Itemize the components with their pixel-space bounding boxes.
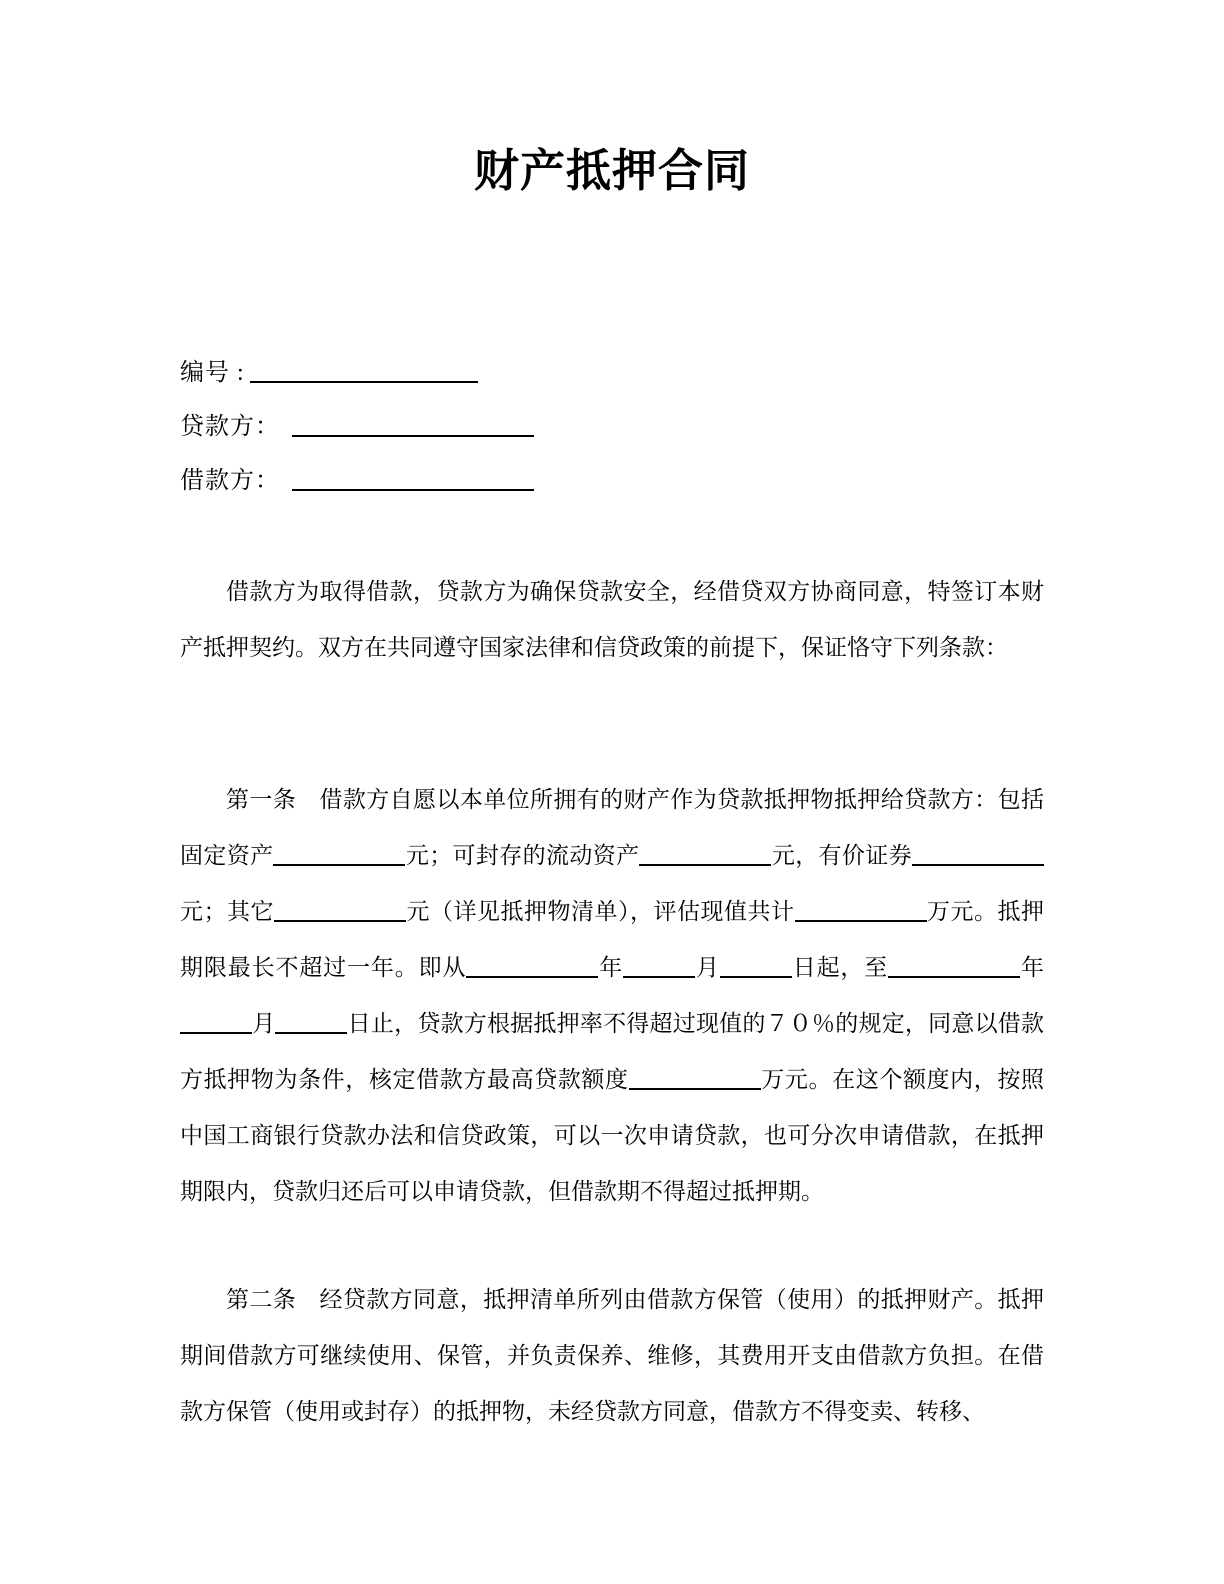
fill-in-blank: [273, 850, 405, 866]
field-blank-line: [292, 475, 534, 491]
field-row-lender: [180, 400, 1044, 454]
field-label-number: 编号 :: [180, 360, 245, 386]
fill-in-blank: [912, 850, 1044, 866]
fill-in-blank: [888, 962, 1020, 978]
fill-in-blank: [629, 1074, 761, 1090]
fill-in-blank: [466, 962, 598, 978]
field-row-borrower: [180, 454, 1044, 508]
fill-in-blank: [180, 1018, 252, 1034]
field-blank-line: [250, 367, 478, 383]
contract-body: [180, 564, 1044, 1440]
document-title: 财产抵押合同: [473, 145, 750, 196]
paragraph-preamble: 借款方为取得借款，贷款方为确保贷款安全，经借贷双方协商同意，特签订本财产抵押契约。双方在共同遵守国家法律和信贷政策的前提下，保证恪守下列条款：: [180, 579, 1044, 660]
fill-in-blank: [720, 962, 792, 978]
fill-in-blank: [623, 962, 695, 978]
field-blank-line: [292, 421, 534, 437]
fill-in-blank: [274, 906, 406, 922]
fill-in-blank: [795, 906, 927, 922]
paragraph-clause-2: 第二条 经贷款方同意，抵押清单所列由借款方保管（使用）的抵押财产。抵押期间借款方可继续使用、保管，并负责保养、维修，其费用开支由借款方负担。在借款方保管（使用或封存）的抵押物，未经贷款方同意，借款方不得变卖、转移、: [180, 1287, 1044, 1424]
fill-in-blank: [639, 850, 771, 866]
field-label-lender: 贷款方：: [180, 414, 280, 440]
header-fields: [180, 346, 1044, 508]
field-row-number: [180, 346, 1044, 400]
paragraph-clause-1: 第一条 借款方自愿以本单位所拥有的财产作为贷款抵押物抵押给贷款方：包括固定资产 元；可封存的流动资产 元，有价证券元；其它 元（详见抵押物清单），评估现值共计 万元。抵押期限最长不超过一年。即从 年 月 日起，至 年月 日止，贷款方根据抵押率不得超过现值的７０％的规定，同意以借款方抵押物为条件，核定借款方最高贷款额度 万元。在这个额度内，按照中国工商银行贷款办法和信贷政策，可以一次申请贷款，也可分次申请借款，在抵押期限内，贷款归还后可以申请贷款，但借款期不得超过抵押期。: [180, 787, 1045, 1204]
fill-in-blank: [275, 1018, 347, 1034]
field-label-borrower: 借款方：: [180, 468, 280, 494]
